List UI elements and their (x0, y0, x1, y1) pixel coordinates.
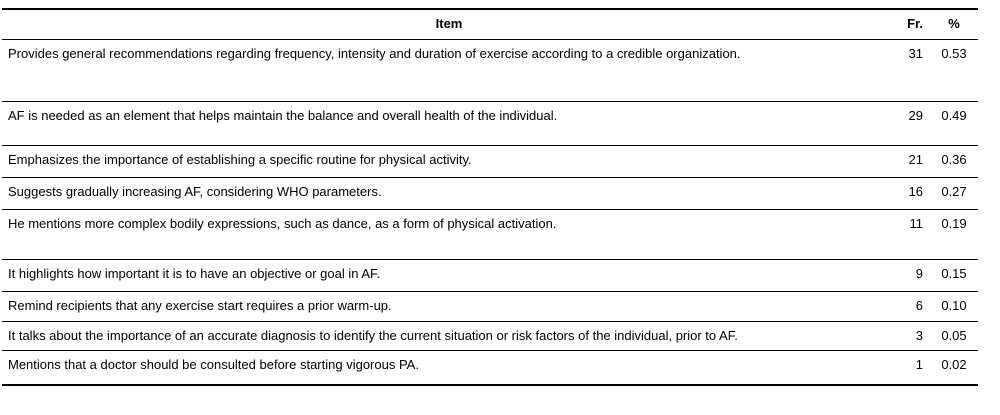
fr-cell: 6 (915, 297, 923, 313)
table-row (2, 209, 978, 259)
item-cell: Emphasizes the importance of establishing a specific routine for physical activity. (8, 151, 472, 167)
pct-cell: 0.02 (941, 356, 967, 372)
fr-cell: 1 (915, 356, 923, 372)
table-row (2, 350, 978, 385)
table-row (2, 291, 978, 321)
item-cell: Provides general recommendations regarding frequency, intensity and duration of exercise according to a credible organization. (8, 45, 741, 61)
pct-cell: 0.49 (941, 107, 967, 123)
pct-cell: 0.10 (941, 297, 967, 313)
fr-cell: 9 (915, 265, 923, 281)
col-header-item: Item (435, 16, 463, 31)
table-row (2, 259, 978, 291)
item-cell: It talks about the importance of an accurate diagnosis to identify the current situation or risk factors of the individual, prior to AF. (8, 327, 738, 343)
pct-cell: 0.53 (941, 45, 967, 61)
table-row (2, 145, 978, 177)
table-row (2, 101, 978, 145)
item-cell: It highlights how important it is to have an objective or goal in AF. (8, 265, 381, 281)
item-cell: Mentions that a doctor should be consulted before starting vigorous PA. (8, 356, 419, 372)
table-row (2, 39, 978, 101)
pct-cell: 0.15 (941, 265, 967, 281)
fr-cell: 11 (909, 215, 923, 231)
item-cell: He mentions more complex bodily expressions, such as dance, as a form of physical activation. (8, 215, 557, 231)
pct-cell: 0.27 (941, 183, 967, 199)
pct-cell: 0.19 (941, 215, 967, 231)
pct-cell: 0.05 (941, 327, 967, 343)
item-cell: Remind recipients that any exercise start requires a prior warm-up. (8, 297, 392, 313)
results-table (2, 8, 978, 386)
fr-cell: 31 (908, 45, 923, 61)
item-cell: AF is needed as an element that helps maintain the balance and overall health of the individual. (8, 107, 558, 123)
fr-cell: 29 (908, 107, 923, 123)
header-row (2, 9, 978, 39)
col-header-fr: Fr. (907, 16, 923, 31)
table-row (2, 321, 978, 350)
col-header-pct: % (948, 16, 960, 31)
fr-cell: 3 (915, 327, 923, 343)
table-row (2, 177, 978, 209)
fr-cell: 21 (908, 151, 923, 167)
pct-cell: 0.36 (941, 151, 967, 167)
item-cell: Suggests gradually increasing AF, considering WHO parameters. (8, 183, 382, 199)
fr-cell: 16 (908, 183, 923, 199)
